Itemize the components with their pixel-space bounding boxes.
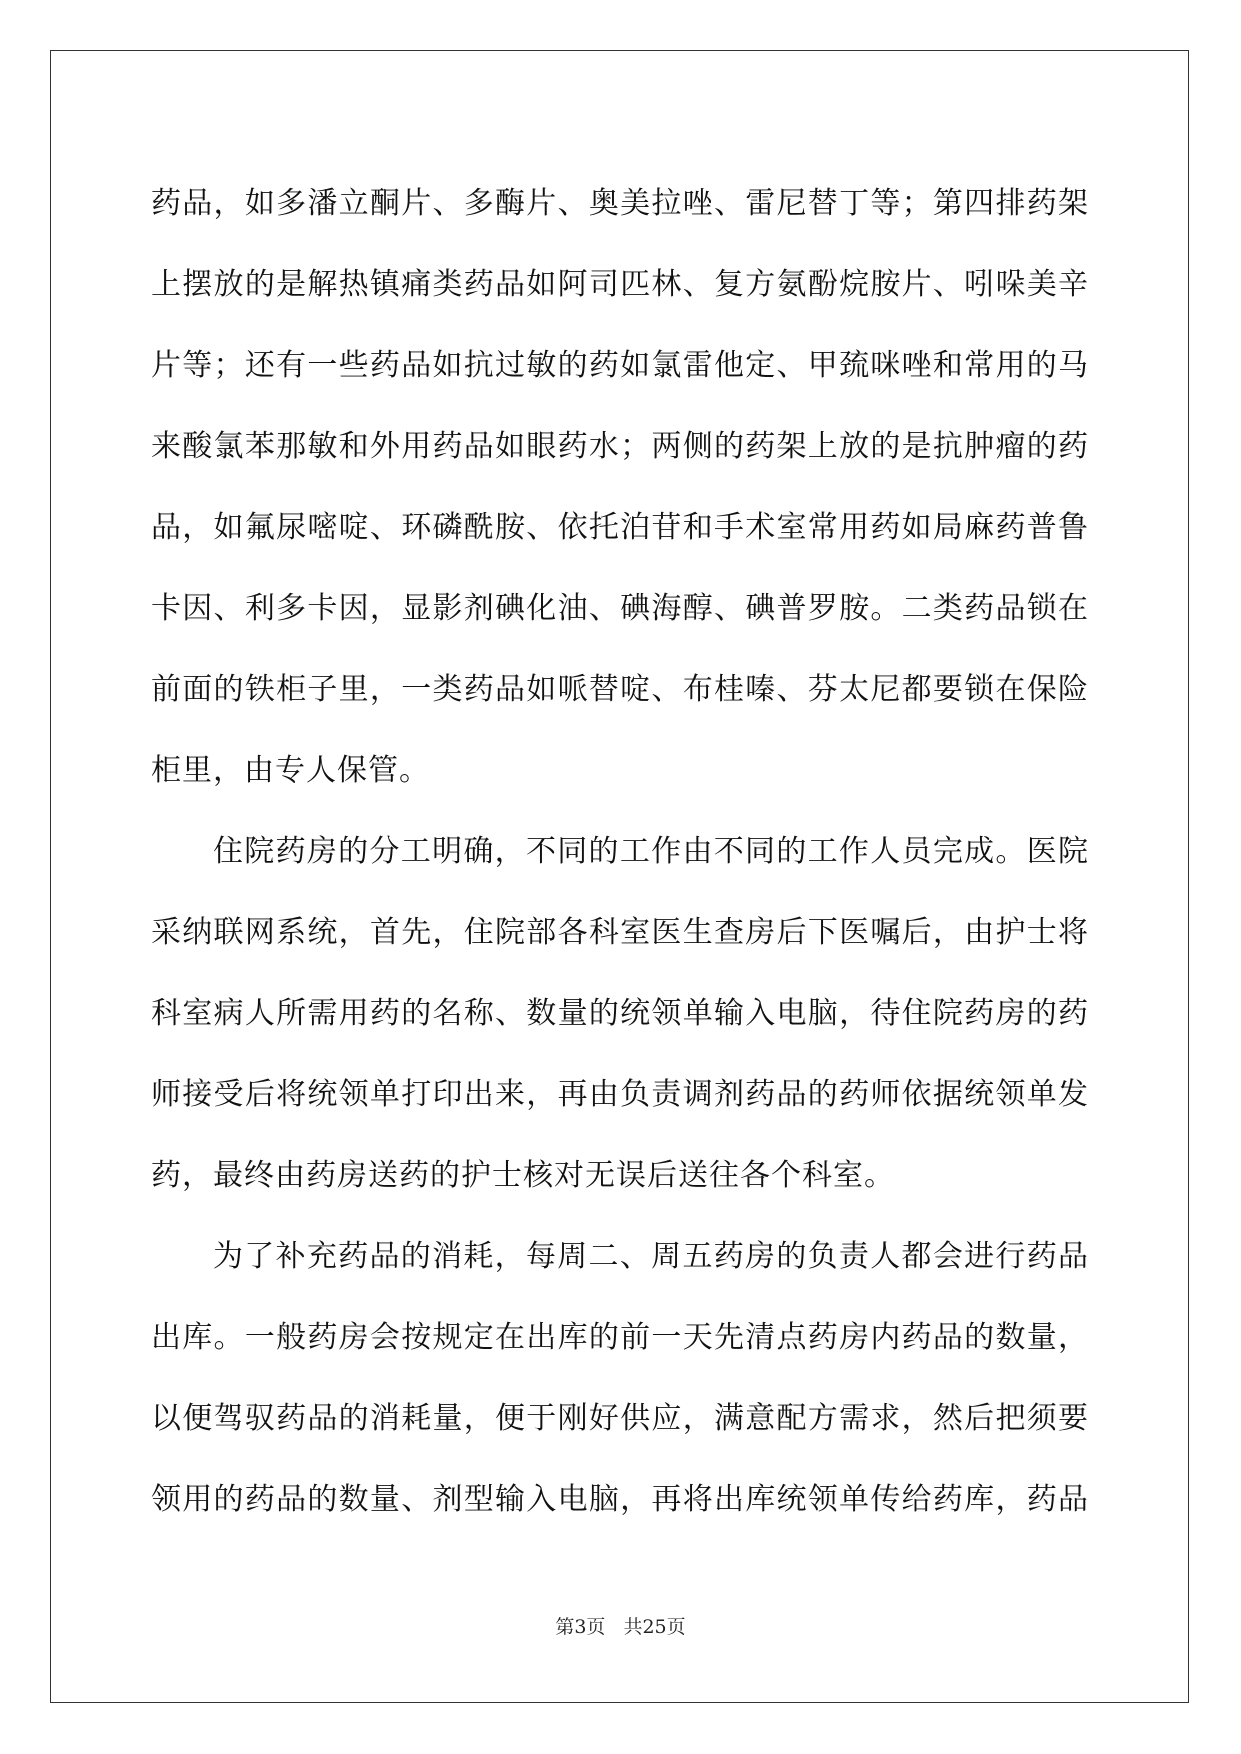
- text-line: 采纳联网系统，首先，住院部各科室医生查房后下医嘱后，由护士将: [151, 915, 1089, 950]
- text-line: 为了补充药品的消耗，每周二、周五药房的负责人都会进行药品: [213, 1239, 1089, 1274]
- text-line: 出库。一般药房会按规定在出库的前一天先清点药房内药品的数量，: [151, 1320, 1089, 1355]
- text-line: 师接受后将统领单打印出来，再由负责调剂药品的药师依据统领单发: [151, 1077, 1089, 1112]
- paragraph: [151, 1216, 1089, 1540]
- page-number: 第3页: [555, 1616, 606, 1638]
- text-line: 柜里，由专人保管。: [151, 753, 430, 788]
- paragraph: [151, 811, 1089, 1216]
- text-line: 卡因、利多卡因，显影剂碘化油、碘海醇、碘普罗胺。二类药品锁在: [151, 591, 1089, 626]
- text-line: 片等；还有一些药品如抗过敏的药如氯雷他定、甲巯咪唑和常用的马: [151, 348, 1089, 383]
- text-line: 科室病人所需用药的名称、数量的统领单输入电脑，待住院药房的药: [151, 996, 1089, 1031]
- text-line: 住院药房的分工明确，不同的工作由不同的工作人员完成。医院: [213, 834, 1089, 869]
- text-line: 上摆放的是解热镇痛类药品如阿司匹林、复方氨酚烷胺片、吲哚美辛: [151, 267, 1089, 302]
- text-line: 品，如氟尿嘧啶、环磷酰胺、依托泊苷和手术室常用药如局麻药普鲁: [151, 510, 1089, 545]
- text-line: 以便驾驭药品的消耗量，便于刚好供应，满意配方需求，然后把须要: [151, 1401, 1089, 1436]
- paragraph: [151, 163, 1089, 811]
- text-line: 前面的铁柜子里，一类药品如哌替啶、布桂嗪、芬太尼都要锁在保险: [151, 672, 1089, 707]
- text-line: 药，最终由药房送药的护士核对无误后送往各个科室。: [151, 1158, 895, 1193]
- document-body: [151, 163, 1089, 1540]
- text-line: 领用的药品的数量、剂型输入电脑，再将出库统领单传给药库，药品: [151, 1482, 1089, 1517]
- text-line: 来酸氯苯那敏和外用药品如眼药水；两侧的药架上放的是抗肿瘤的药: [151, 429, 1089, 464]
- text-line: 药品，如多潘立酮片、多酶片、奥美拉唑、雷尼替丁等；第四排药架: [151, 186, 1089, 221]
- page-total: 共25页: [623, 1616, 686, 1638]
- page-footer: [0, 1612, 1241, 1639]
